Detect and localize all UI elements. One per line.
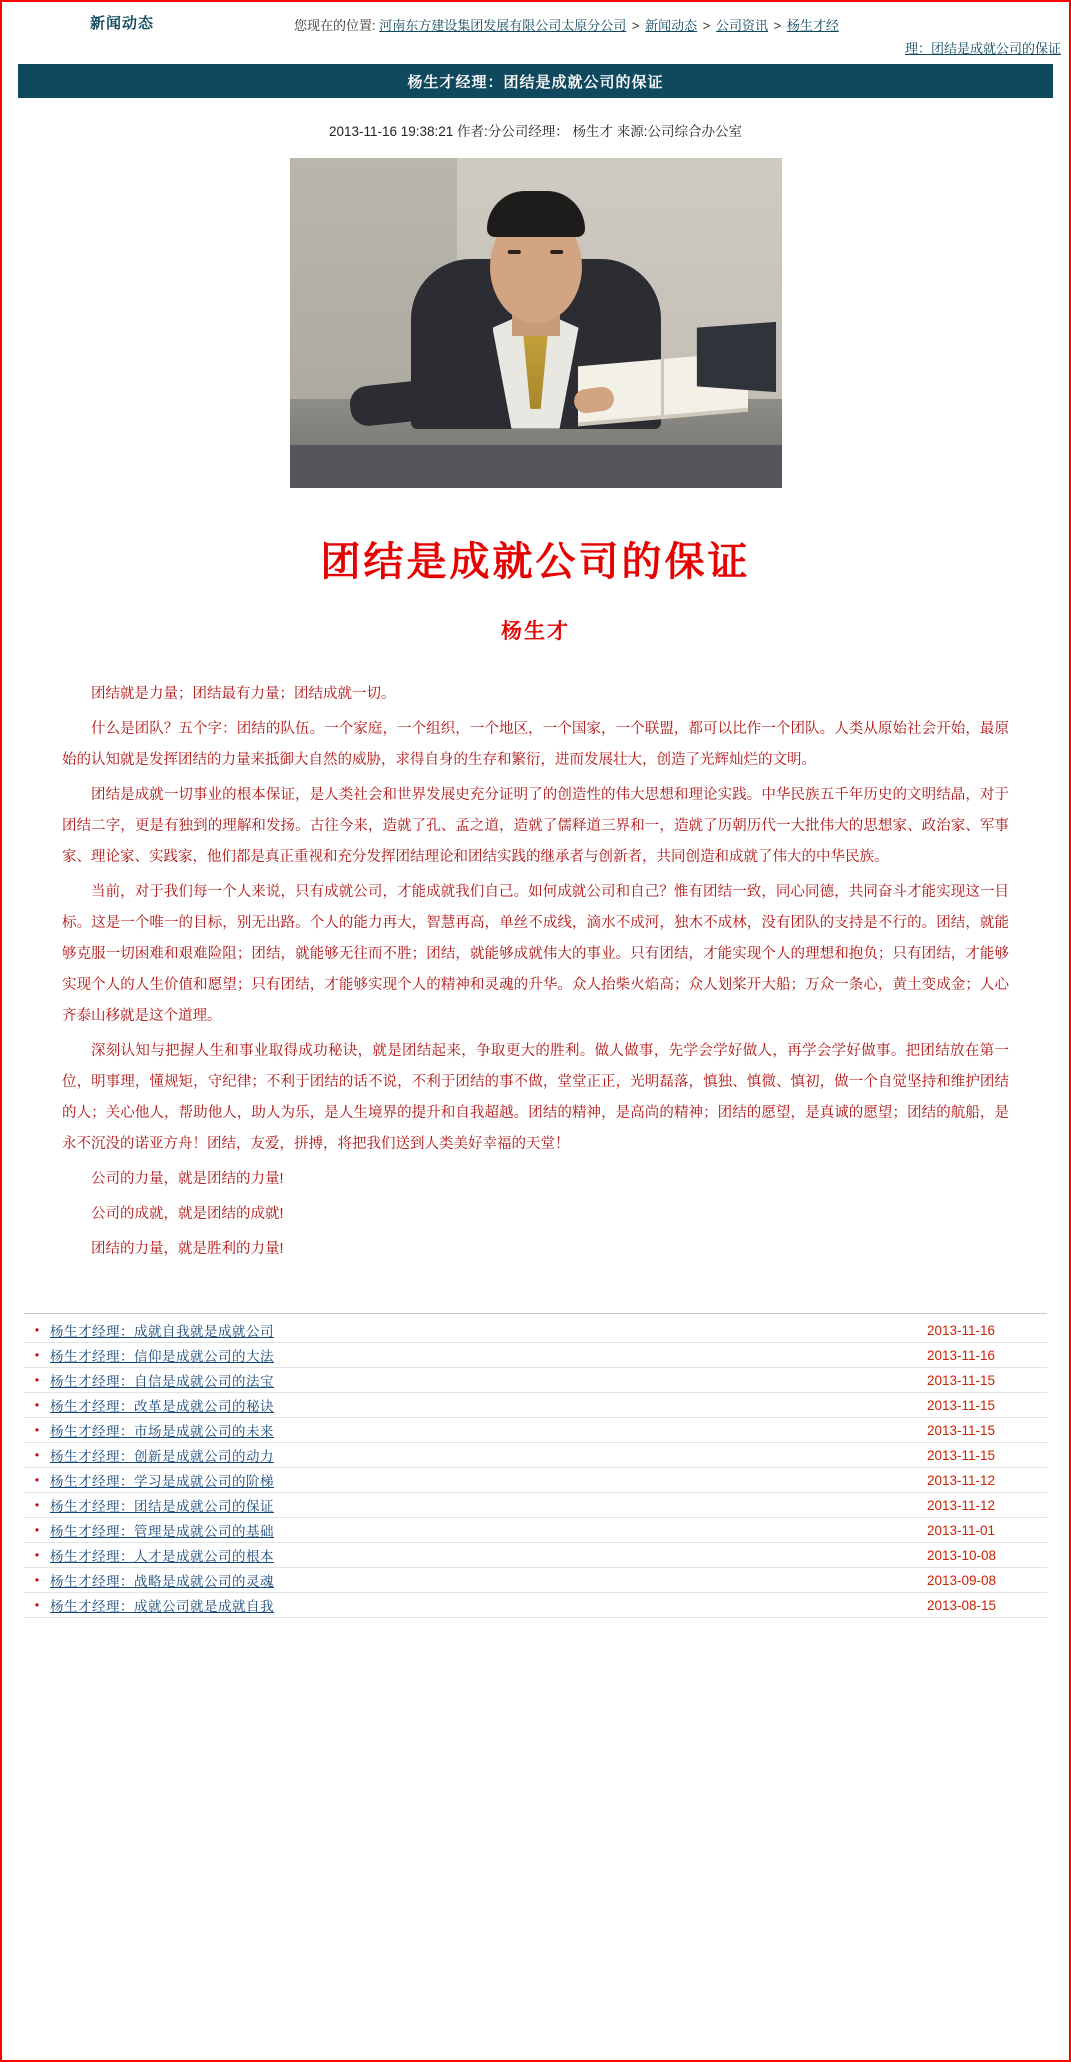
related-news-link[interactable]: 杨生才经理：管理是成就公司的基础 xyxy=(50,1524,274,1539)
list-item[interactable] xyxy=(24,1318,1047,1343)
article-banner-title: 杨生才经理：团结是成就公司的保证 xyxy=(18,64,1053,98)
article-paragraph: 团结的力量，就是胜利的力量! xyxy=(91,1241,284,1257)
list-item[interactable] xyxy=(24,1418,1047,1443)
list-item[interactable] xyxy=(24,1493,1047,1518)
article-paragraph: 团结就是力量；团结最有力量；团结成就一切。 xyxy=(91,686,396,702)
section-title: 新闻动态 xyxy=(90,15,155,32)
photo-desk-front xyxy=(290,445,782,488)
bullet-icon: • xyxy=(34,1373,40,1387)
related-news-link[interactable]: 杨生才经理：信仰是成就公司的大法 xyxy=(50,1349,274,1364)
breadcrumb xyxy=(294,15,839,34)
list-item[interactable] xyxy=(24,1543,1047,1568)
related-news-date: 2013-11-15 xyxy=(927,1422,996,1438)
bullet-icon: • xyxy=(34,1348,40,1362)
breadcrumb-sep-0: > xyxy=(631,18,640,33)
related-news-link[interactable]: 杨生才经理：创新是成就公司的动力 xyxy=(50,1449,274,1464)
related-news-list xyxy=(24,1313,1047,1618)
related-news-date: 2013-11-12 xyxy=(927,1497,996,1513)
top-bar xyxy=(2,2,1069,56)
article-photo-wrap xyxy=(2,158,1069,488)
article-paragraph: 公司的成就，就是团结的成就! xyxy=(91,1206,284,1222)
bullet-icon: • xyxy=(34,1448,40,1462)
photo-eye-left xyxy=(507,250,520,254)
list-item[interactable] xyxy=(24,1468,1047,1493)
photo-book-spine xyxy=(661,359,664,415)
related-news-link[interactable]: 杨生才经理：市场是成就公司的未来 xyxy=(50,1424,274,1439)
related-news-link[interactable]: 杨生才经理：自信是成就公司的法宝 xyxy=(50,1374,274,1389)
related-news-date: 2013-11-12 xyxy=(927,1472,996,1488)
article-paragraph: 什么是团队？五个字：团结的队伍。一个家庭，一个组织，一个地区，一个国家，一个联盟，都可以比作一个团队。人类从原始社会开始，最原始的认知就是发挥团结的力量来抵御大自然的威胁，求得自身的生存和繁衍，进而发展壮大，创造了光辉灿烂的文明。 xyxy=(62,721,1009,768)
article-paragraph: 当前，对于我们每一个人来说，只有成就公司，才能成就我们自己。如何成就公司和自己？惟有团结一致，同心同德，共同奋斗才能实现这一目标。这是一个唯一的目标，别无出路。个人的能力再大，智慧再高，单丝不成线，滴水不成河，独木不成林，没有团队的支持是不行的。团结，就能够克服一切困难和艰难险阻；团结，就能够无往而不胜；团结，就能够成就伟大的事业。只有团结，才能实现个人的理想和抱负；只有团结，才能够实现个人的人生价值和愿望；只有团结，才能够实现个人的精神和灵魂的升华。众人抬柴火焰高；众人划桨开大船；万众一条心，黄土变成金；人心齐泰山移就是这个道理。 xyxy=(62,884,1009,1024)
related-news-link[interactable]: 杨生才经理：改革是成就公司的秘诀 xyxy=(50,1399,274,1414)
related-news-date: 2013-11-15 xyxy=(927,1397,996,1413)
list-item[interactable] xyxy=(24,1443,1047,1468)
article-body xyxy=(62,679,1009,1265)
breadcrumb-item-3[interactable]: 杨生才经 xyxy=(786,18,839,33)
related-news-link[interactable]: 杨生才经理：人才是成就公司的根本 xyxy=(50,1549,274,1564)
related-news-link[interactable]: 杨生才经理：成就自我就是成就公司 xyxy=(50,1324,274,1339)
breadcrumb-item-2[interactable]: 公司资讯 xyxy=(715,18,768,33)
bullet-icon: • xyxy=(34,1523,40,1537)
bullet-icon: • xyxy=(34,1548,40,1562)
article-meta: 2013-11-16 19:38:21 作者:分公司经理： 杨生才 来源:公司综合办公室 xyxy=(328,124,743,139)
page-title: 团结是成就公司的保证 xyxy=(320,540,751,584)
related-news-link[interactable]: 杨生才经理：战略是成就公司的灵魂 xyxy=(50,1574,274,1589)
article-author: 杨生才 xyxy=(501,620,570,643)
related-news-date: 2013-11-01 xyxy=(927,1522,996,1538)
bullet-icon: • xyxy=(34,1323,40,1337)
article-paragraph: 深刻认知与把握人生和事业取得成功秘诀，就是团结起来，争取更大的胜利。做人做事，先学会学好做人，再学会学好做事。把团结放在第一位，明事理，懂规矩，守纪律；不利于团结的话不说，不利于团结的事不做，堂堂正正，光明磊落，慎独、慎微、慎初，做一个自觉坚持和维护团结的人；关心他人，帮助他人，助人为乐，是人生境界的提升和自我超越。团结的精神，是高尚的精神；团结的愿望，是真诚的愿望；团结的航船，是永不沉没的诺亚方舟！团结，友爱，拼搏，将把我们送到人类美好幸福的天堂！ xyxy=(62,1043,1009,1152)
bullet-icon: • xyxy=(34,1423,40,1437)
article-paragraph: 公司的力量，就是团结的力量! xyxy=(91,1171,284,1187)
related-news-link[interactable]: 杨生才经理：成就公司就是成就自我 xyxy=(50,1599,274,1614)
portrait-image xyxy=(290,158,782,488)
photo-eye-right xyxy=(551,250,564,254)
related-news-date: 2013-11-15 xyxy=(927,1447,996,1463)
breadcrumb-item-1[interactable]: 新闻动态 xyxy=(645,18,698,33)
bullet-icon: • xyxy=(34,1598,40,1612)
related-news-date: 2013-11-16 xyxy=(927,1347,996,1363)
list-item[interactable] xyxy=(24,1368,1047,1393)
photo-laptop xyxy=(696,322,775,392)
bullet-icon: • xyxy=(34,1573,40,1587)
article-paragraph: 团结是成就一切事业的根本保证，是人类社会和世界发展史充分证明了的创造性的伟大思想和理论实践。中华民族五千年历史的文明结晶，对于团结二字，更是有独到的理解和发扬。古往今来，造就了孔、孟之道，造就了儒释道三界和一，造就了历朝历代一大批伟大的思想家、政治家、军事家、理论家、实践家，他们都是真正重视和充分发挥团结理论和团结实践的继承者与创新者，共同创造和成就了伟大的中华民族。 xyxy=(62,787,1009,865)
list-item[interactable] xyxy=(24,1518,1047,1543)
breadcrumb-overflow[interactable]: 理：团结是成就公司的保证 xyxy=(904,41,1061,56)
bullet-icon: • xyxy=(34,1473,40,1487)
bullet-icon: • xyxy=(34,1398,40,1412)
breadcrumb-sep-1: > xyxy=(702,18,711,33)
related-news-date: 2013-11-16 xyxy=(927,1322,996,1338)
list-item[interactable] xyxy=(24,1343,1047,1368)
related-news-date: 2013-11-15 xyxy=(927,1372,996,1388)
related-news-link[interactable]: 杨生才经理：团结是成就公司的保证 xyxy=(50,1499,274,1514)
breadcrumb-label: 您现在的位置: xyxy=(294,18,376,33)
related-news-link[interactable]: 杨生才经理：学习是成就公司的阶梯 xyxy=(50,1474,274,1489)
related-news-date: 2013-10-08 xyxy=(927,1547,997,1563)
list-item[interactable] xyxy=(24,1568,1047,1593)
breadcrumb-sep-2: > xyxy=(773,18,782,33)
list-item[interactable] xyxy=(24,1393,1047,1418)
related-news-date: 2013-08-15 xyxy=(927,1597,997,1613)
bullet-icon: • xyxy=(34,1498,40,1512)
list-item[interactable] xyxy=(24,1593,1047,1618)
breadcrumb-item-0[interactable]: 河南东方建设集团发展有限公司太原分公司 xyxy=(379,18,627,33)
related-news-date: 2013-09-08 xyxy=(927,1572,997,1588)
